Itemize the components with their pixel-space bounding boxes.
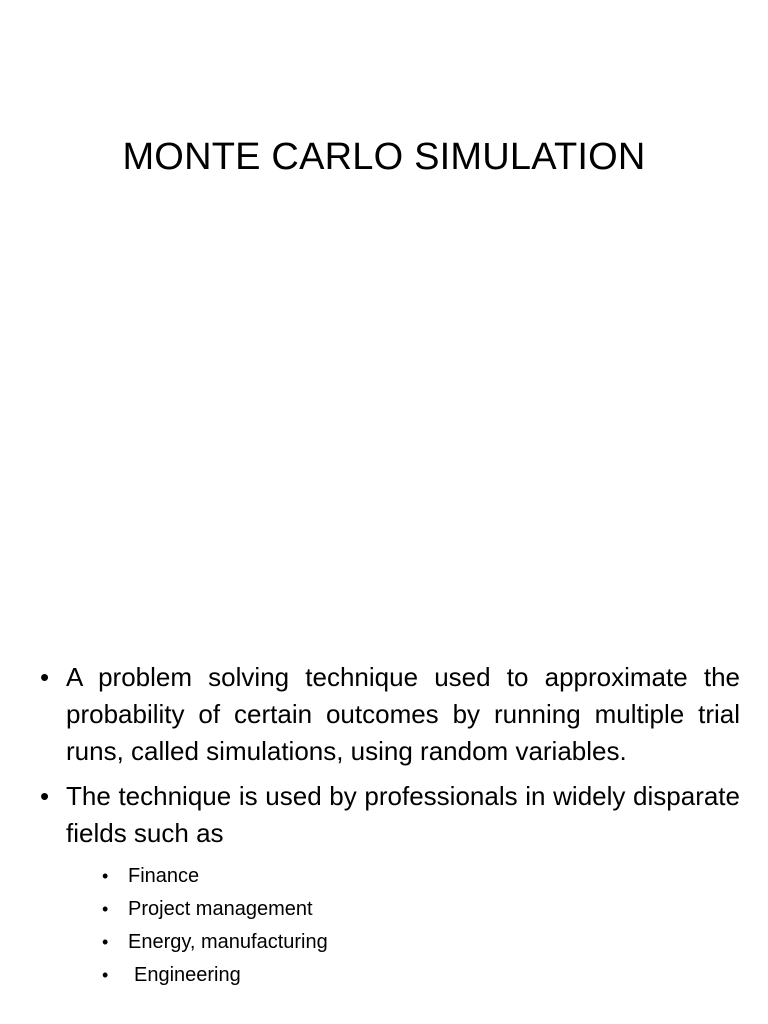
sub-bullet-dot-icon: • — [102, 932, 109, 952]
sub-bullet-dot-icon: • — [102, 965, 109, 985]
sub-bullet-item — [102, 926, 740, 959]
bullet-item — [40, 778, 740, 852]
bullet-dot-icon: • — [40, 781, 50, 811]
slide-content — [40, 659, 740, 992]
sub-bullet-item — [102, 860, 740, 893]
bullet-text: A problem solving technique used to approximate the probability of certain outcomes by running multiple trial runs, called simulations, using random variables. — [66, 662, 740, 766]
sub-bullet-item — [102, 959, 740, 992]
sub-bullet-text: Energy, manufacturing — [128, 931, 328, 953]
bullet-text: The technique is used by professionals in widely disparate fields such as — [66, 781, 740, 848]
bullet-dot-icon: • — [40, 662, 50, 692]
sub-bullet-text: Engineering — [134, 964, 241, 986]
sub-bullet-dot-icon: • — [102, 866, 109, 886]
sub-bullet-dot-icon: • — [102, 899, 109, 919]
sub-bullet-item — [102, 893, 740, 926]
sub-bullet-list — [40, 860, 740, 992]
slide-title: MONTE CARLO SIMULATION — [122, 136, 646, 178]
sub-bullet-text: Finance — [128, 865, 200, 887]
bullet-item — [40, 659, 740, 770]
sub-bullet-text: Project management — [128, 898, 313, 920]
